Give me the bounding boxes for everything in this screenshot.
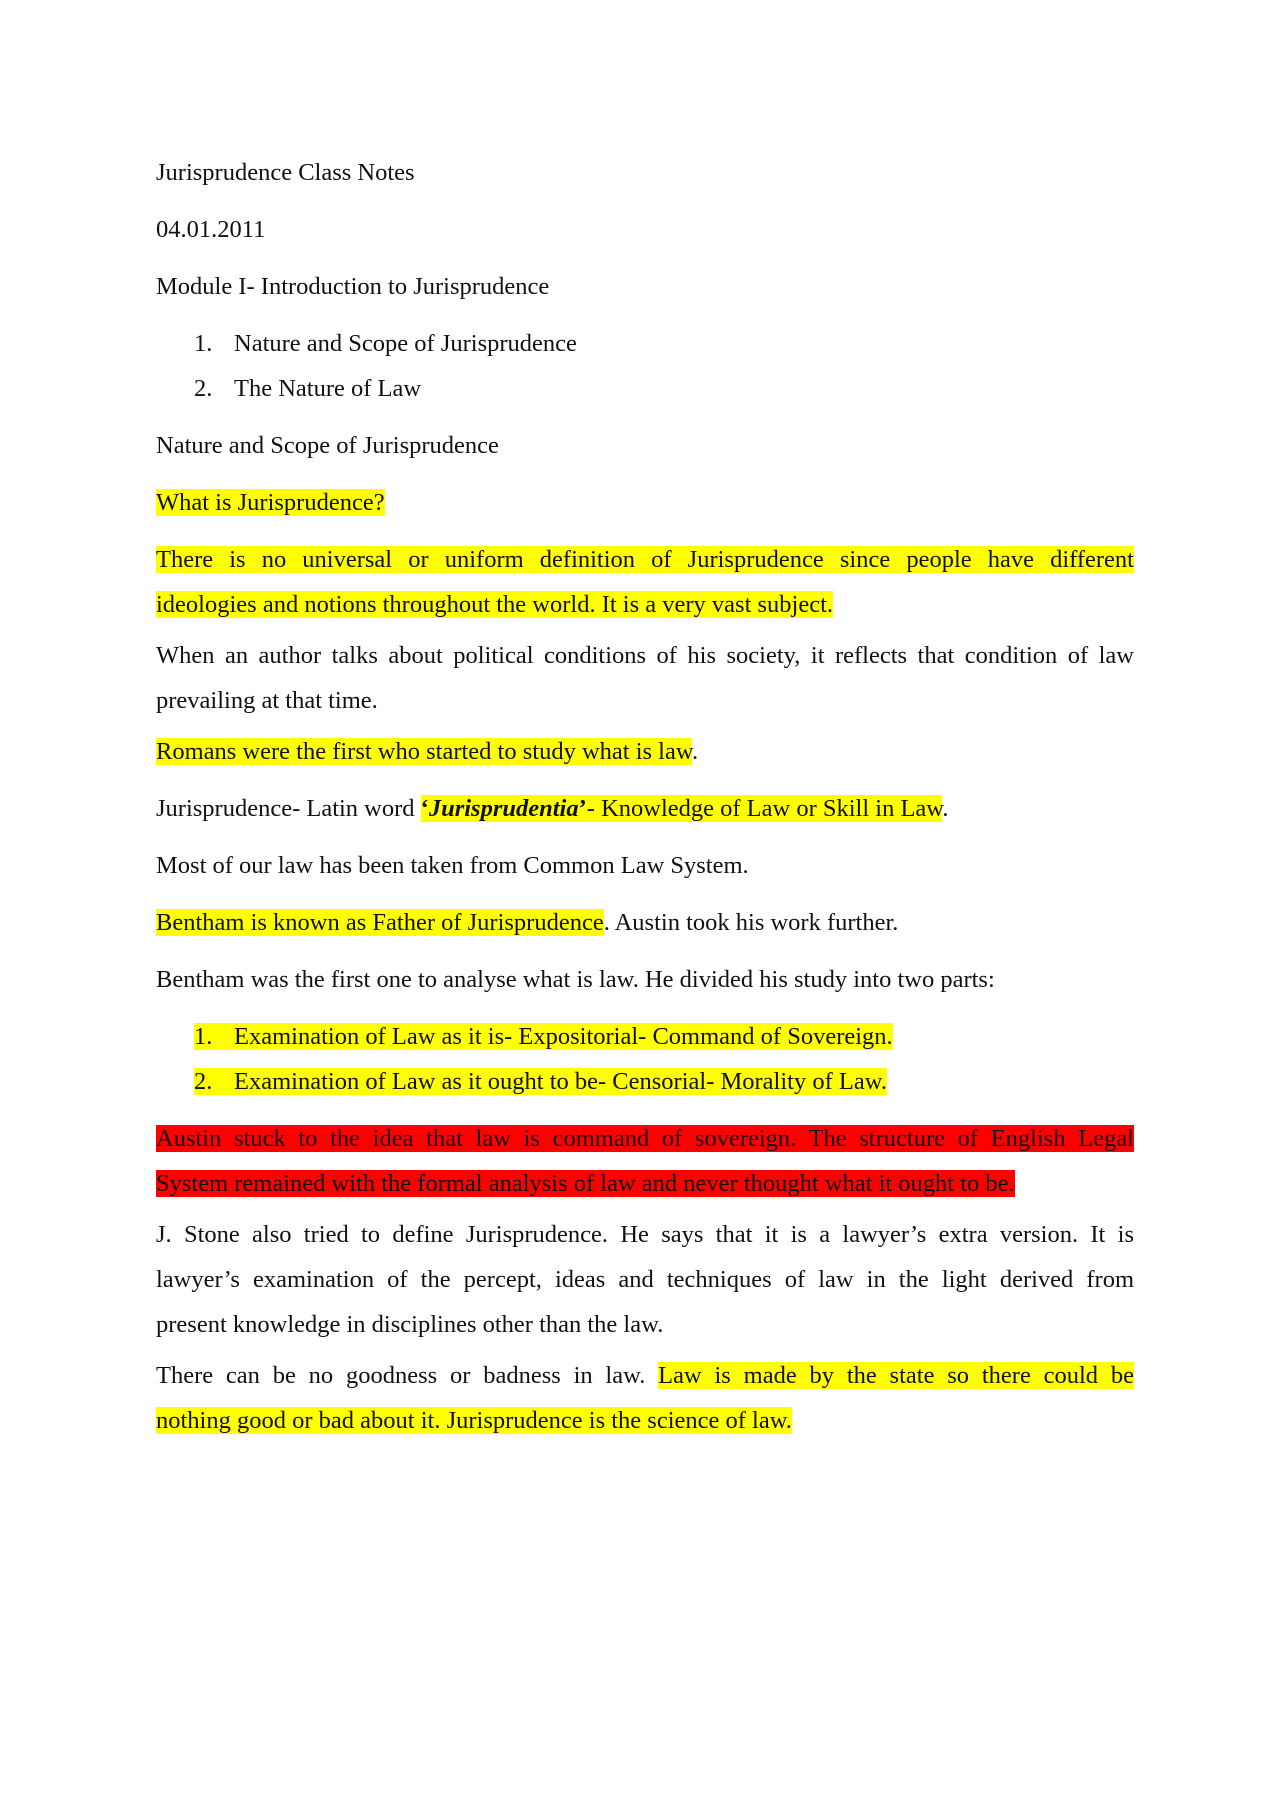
plain-text: .: [691, 738, 699, 765]
paragraph-line: present knowledge in disciplines other than the law.: [156, 1311, 664, 1338]
list-text: The Nature of Law: [234, 375, 422, 402]
document-title: [156, 150, 1134, 195]
highlighted-text: [194, 1068, 887, 1095]
paragraph-line: [156, 1116, 1134, 1161]
latin-origin-paragraph: [156, 786, 1134, 831]
highlighted-text: Law is made by the state so there could be: [658, 1362, 1134, 1389]
document-date: [156, 207, 1134, 252]
paragraph-line: J. Stone also tried to define Jurisprudence. He says that it is a lawyer’s extra version. It is: [156, 1221, 1134, 1248]
bentham-father-paragraph: [156, 900, 1134, 945]
goodness-paragraph: [156, 1353, 1134, 1443]
paragraph-line: [156, 582, 1134, 627]
highlighted-text: Bentham is known as Father of Jurisprudence: [156, 909, 604, 936]
plain-text: Jurisprudence- Latin word: [156, 795, 421, 822]
red-highlighted-text: Austin stuck to the idea that law is command of sovereign. The structure of English Legal: [156, 1125, 1134, 1152]
section-heading: [156, 423, 1134, 468]
latin-term: Jurisprudentia: [428, 795, 579, 822]
module-topic-item: [194, 366, 421, 411]
list-text: Nature and Scope of Jurisprudence: [234, 330, 577, 357]
paragraph-line: When an author talks about political conditions of his society, it reflects that condition of law: [156, 642, 1134, 669]
author-paragraph: [156, 633, 1134, 723]
question-paragraph: [156, 480, 1134, 525]
austin-paragraph: [156, 1116, 1134, 1206]
open-quote: ‘: [420, 795, 429, 822]
close-quote: ’: [578, 795, 587, 822]
document-title-text: Jurisprudence Class Notes: [156, 159, 415, 186]
highlighted-text: What is Jurisprudence?: [156, 489, 385, 516]
bentham-parts-paragraph: [156, 957, 1134, 1002]
list-number: 2.: [194, 1068, 213, 1095]
plain-text: .: [942, 795, 949, 822]
common-law-paragraph: [156, 843, 1134, 888]
list-number: 2.: [194, 375, 213, 402]
highlighted-text: [421, 795, 943, 822]
highlighted-text: [194, 1023, 893, 1050]
paragraph-line: [156, 537, 1134, 582]
document-date-text: 04.01.2011: [156, 216, 266, 243]
list-text: Examination of Law as it ought to be- Censorial- Morality of Law.: [234, 1068, 887, 1095]
plain-text: Most of our law has been taken from Common Law System.: [156, 852, 749, 879]
plain-text: There can be no goodness or badness in law.: [156, 1362, 659, 1389]
highlighted-text: Romans were the first who started to study what is law: [156, 738, 692, 765]
paragraph-line: [156, 1161, 1134, 1206]
paragraph-line: [156, 1398, 1134, 1443]
highlighted-text: ideologies and notions throughout the world. It is a very vast subject.: [156, 591, 834, 618]
module-topic-item: [194, 321, 577, 366]
term-meaning: - Knowledge of Law or Skill in Law: [586, 795, 943, 822]
bentham-part-item: [194, 1059, 887, 1104]
paragraph-line: [156, 1353, 1134, 1398]
plain-text: . Austin took his work further.: [603, 909, 899, 936]
highlighted-text: nothing good or bad about it. Jurisprudence is the science of law.: [156, 1407, 792, 1434]
list-number: 1.: [194, 330, 213, 357]
plain-text: Bentham was the first one to analyse what is law. He divided his study into two parts:: [156, 966, 995, 993]
module-heading-text: Module I- Introduction to Jurisprudence: [156, 273, 550, 300]
stone-paragraph: [156, 1212, 1134, 1347]
romans-paragraph: [156, 729, 1134, 774]
list-number: 1.: [194, 1023, 213, 1050]
section-heading-text: Nature and Scope of Jurisprudence: [156, 432, 499, 459]
paragraph-line: prevailing at that time.: [156, 687, 378, 714]
red-highlighted-text: System remained with the formal analysis of law and never thought what it ought to be.: [156, 1170, 1015, 1197]
bentham-part-item: [194, 1014, 893, 1059]
list-text: Examination of Law as it is- Expositorial- Command of Sovereign.: [234, 1023, 893, 1050]
highlighted-text: There is no universal or uniform definition of Jurisprudence since people have different: [156, 546, 1134, 573]
definition-paragraph: [156, 537, 1134, 627]
paragraph-line: lawyer’s examination of the percept, ideas and techniques of law in the light derived from: [156, 1266, 1134, 1293]
module-heading: [156, 264, 1134, 309]
